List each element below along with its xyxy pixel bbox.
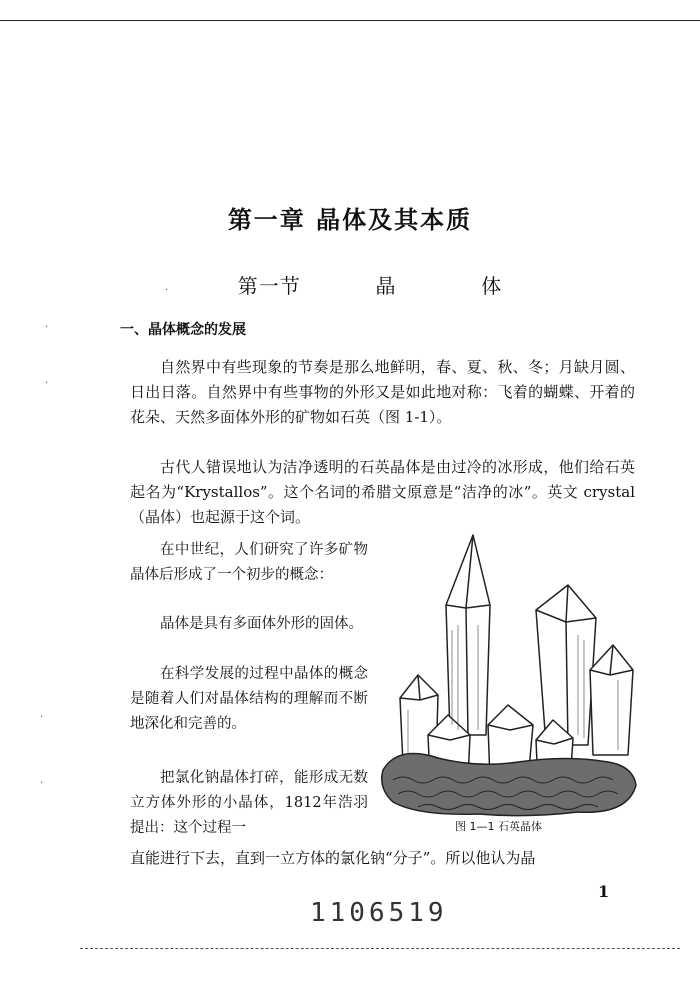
scan-speck: · [165, 285, 169, 296]
subheading: 一、晶体概念的发展 [120, 322, 246, 338]
column-paragraph-1: 在中世纪，人们研究了许多矿物晶体后形成了一个初步的概念： [130, 542, 368, 583]
bottom-rule [80, 948, 680, 949]
paragraph-2: 古代人错误地认为洁净透明的石英晶体是由过冷的冰形成，他们给石英起名为“Krystallos”。这个名词的希腊文原意是“洁净的冰”。英文 crystal（晶体）也起源于这个词。 [130, 458, 635, 526]
section-title [0, 270, 700, 299]
continuation-line: 直能进行下去，直到一立方体的氯化钠“分子”。所以他认为晶 [130, 849, 536, 867]
scan-speck: · [40, 778, 44, 789]
page-number: 1 [598, 882, 610, 901]
section-title-char-1: 晶 [375, 274, 397, 298]
figure-caption: 图 1—1 石英晶体 [455, 820, 542, 833]
scan-speck: · [40, 712, 44, 723]
quartz-crystal-illustration [378, 530, 638, 820]
column-paragraph-4: 把氯化钠晶体打碎，能形成无数立方体外形的小晶体，1812年浩羽提出：这个过程一 [130, 770, 368, 836]
paragraph-1: 自然界中有些现象的节奏是那么地鲜明，春、夏、秋、冬；月缺月圆、日出日落。自然界中有些事物的外形又是如此地对称：飞着的蝴蝶、开着的花朵、天然多面体外形的矿物如石英（图 1-1）。 [130, 358, 635, 426]
column-paragraph-2: 晶体是具有多面体外形的固体。 [160, 616, 363, 632]
column-paragraph-3: 在科学发展的过程中晶体的概念是随着人们对晶体结构的理解而不断地深化和完善的。 [130, 666, 368, 732]
scan-speck: · [45, 378, 49, 389]
chapter-title: 第一章 晶体及其本质 [227, 205, 473, 234]
scan-speck: · [45, 322, 49, 333]
section-number: 第一节 [237, 274, 301, 298]
top-rule [0, 20, 700, 21]
serial-number: 1106519 [310, 898, 448, 928]
section-title-char-2: 体 [481, 274, 503, 298]
